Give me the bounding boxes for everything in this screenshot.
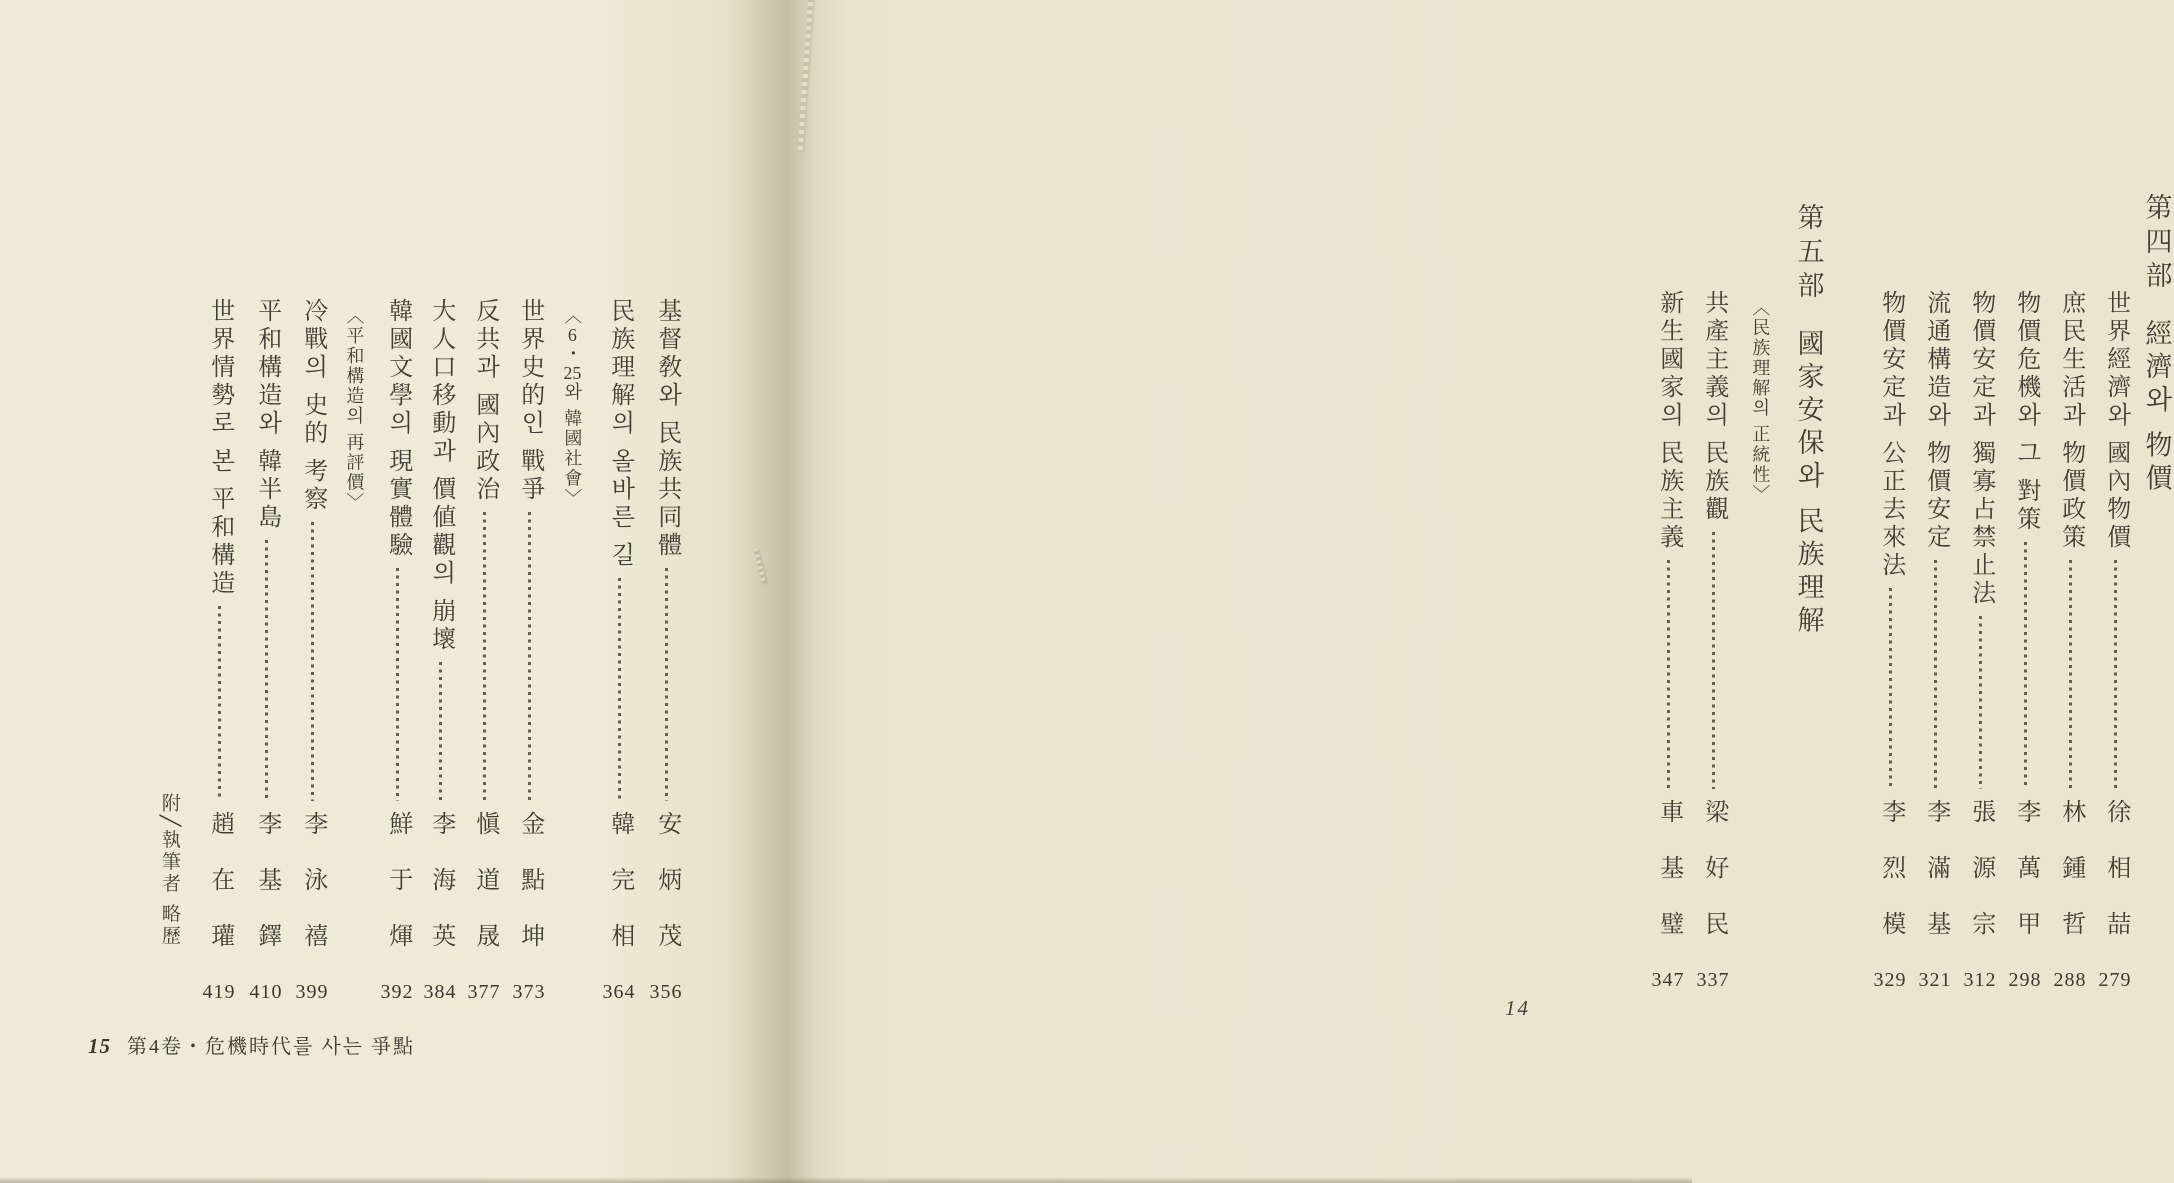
entry-author: 李滿基 xyxy=(1922,799,1949,967)
entry-author: 李烈模 xyxy=(1877,799,1904,967)
entry-title: 冷戰의 史的 考察 xyxy=(299,298,326,514)
entry-author: 林鍾哲 xyxy=(2057,799,2084,967)
entry-title: 基督敎와 民族共同體 xyxy=(653,298,680,560)
toc-entry xyxy=(511,298,547,1004)
right-page xyxy=(770,0,2172,1183)
entry-author: 張源宗 xyxy=(1967,799,1994,967)
left-folio: 15 xyxy=(88,1034,111,1058)
dotted-leader xyxy=(218,606,221,801)
toc-entry xyxy=(1917,290,1953,992)
toc-entry xyxy=(1872,290,1908,992)
entry-title: 共產主義의 民族觀 xyxy=(1700,290,1727,524)
dotted-leader xyxy=(528,512,531,801)
entry-title: 新生國家의 民族主義 xyxy=(1655,290,1682,552)
toc-entry xyxy=(248,298,284,1004)
entry-author: 趙在瓘 xyxy=(206,811,233,979)
toc-entry xyxy=(2007,290,2043,992)
entry-page-number: 347 xyxy=(1651,969,1685,991)
entry-title: 世界史的인 戰爭 xyxy=(516,298,543,504)
dotted-leader xyxy=(618,578,621,801)
entry-title: 庶民生活과 物價政策 xyxy=(2057,290,2084,552)
entry-page-number: 364 xyxy=(602,981,636,1003)
part-title: 經濟와 物價 xyxy=(2141,319,2172,497)
entry-title: 流通構造와 物價安定 xyxy=(1922,290,1949,552)
left-page-footer xyxy=(88,1030,415,1059)
toc-entry xyxy=(294,298,330,1004)
toc-entry xyxy=(2052,290,2088,992)
entry-title: 世界情勢로 본 平和構造 xyxy=(206,298,233,598)
part4-header xyxy=(2138,193,2174,497)
entry-author: 安炳茂 xyxy=(653,811,680,979)
left-page xyxy=(0,0,770,1183)
section-subheader-legitimacy xyxy=(1742,298,1778,505)
entry-page-number: 419 xyxy=(202,981,236,1003)
dotted-leader xyxy=(396,568,399,801)
section-subheader-peace xyxy=(336,306,372,513)
dotted-leader xyxy=(1667,560,1670,789)
entry-page-number: 399 xyxy=(295,981,329,1003)
right-folio: 14 xyxy=(1505,996,1530,1020)
toc-entry xyxy=(466,298,502,1004)
entry-title: 物價危機와 그 對策 xyxy=(2012,290,2039,534)
subheader-text: 〈民族理解의 正統性〉 xyxy=(1750,298,1771,505)
part5-header xyxy=(1790,203,1826,639)
entry-page-number: 312 xyxy=(1963,969,1997,991)
entry-author: 金點坤 xyxy=(516,811,543,979)
entry-page-number: 337 xyxy=(1696,969,1730,991)
dotted-leader xyxy=(1889,588,1892,789)
entry-title: 反共과 國內政治 xyxy=(471,298,498,504)
toc-entry xyxy=(1695,290,1731,992)
entry-title: 韓國文學의 現實體驗 xyxy=(384,298,411,560)
dotted-leader xyxy=(2069,560,2072,789)
dotted-leader xyxy=(1979,616,1982,789)
dotted-leader xyxy=(2114,560,2117,789)
toc-entry xyxy=(1962,290,1998,992)
entry-page-number: 298 xyxy=(2008,969,2042,991)
dotted-leader xyxy=(665,568,668,801)
dotted-leader xyxy=(265,540,268,801)
entry-page-number: 329 xyxy=(1873,969,1907,991)
toc-entry xyxy=(601,298,637,1004)
entry-page-number: 392 xyxy=(380,981,414,1003)
entry-page-number: 410 xyxy=(249,981,283,1003)
entry-author: 鮮于煇 xyxy=(384,811,411,979)
dotted-leader xyxy=(1712,532,1715,789)
toc-entry xyxy=(1650,290,1686,992)
entry-author: 愼道晟 xyxy=(471,811,498,979)
appendix-note xyxy=(149,793,189,947)
toc-entry xyxy=(201,298,237,1004)
entry-page-number: 384 xyxy=(423,981,457,1003)
toc-entry xyxy=(422,298,458,1004)
entry-author: 李泳禧 xyxy=(299,811,326,979)
part-label: 第五部 xyxy=(1793,203,1824,305)
entry-author: 李基鐸 xyxy=(253,811,280,979)
entry-author: 徐相喆 xyxy=(2102,799,2129,967)
entry-author: 車基璧 xyxy=(1655,799,1682,967)
toc-entry xyxy=(2097,290,2133,992)
entry-page-number: 288 xyxy=(2053,969,2087,991)
subheader-text: 〈6・25와 韓國社會〉 xyxy=(562,306,583,509)
appendix-text: 附╱執筆者 略歷 xyxy=(158,793,180,948)
entry-title: 平和構造와 韓半島 xyxy=(253,298,280,532)
entry-page-number: 377 xyxy=(467,981,501,1003)
entry-page-number: 321 xyxy=(1918,969,1952,991)
entry-author: 韓完相 xyxy=(606,811,633,979)
book-title: 第4卷・危機時代를 사는 爭點 xyxy=(127,1036,415,1058)
dotted-leader xyxy=(483,512,486,801)
toc-entry xyxy=(648,298,684,1004)
toc-entry xyxy=(379,298,415,1004)
dotted-leader xyxy=(311,522,314,801)
part-label: 第四部 xyxy=(2141,193,2172,295)
dotted-leader xyxy=(1934,560,1937,789)
entry-title: 大人口移動과 價値觀의 崩壞 xyxy=(427,298,454,654)
dotted-leader xyxy=(439,662,442,801)
entry-page-number: 356 xyxy=(649,981,683,1003)
entry-author: 李海英 xyxy=(427,811,454,979)
entry-page-number: 373 xyxy=(512,981,546,1003)
entry-title: 物價安定과 獨寡占禁止法 xyxy=(1967,290,1994,608)
entry-page-number: 279 xyxy=(2098,969,2132,991)
entry-author: 李萬甲 xyxy=(2012,799,2039,967)
entry-author: 梁好民 xyxy=(1700,799,1727,967)
entry-title: 民族理解의 올바른 길 xyxy=(606,298,633,570)
part-title: 國家安保와 民族理解 xyxy=(1793,329,1824,639)
dotted-leader xyxy=(2024,542,2027,789)
entry-title: 世界經濟와 國內物價 xyxy=(2102,290,2129,552)
subheader-text: 〈平和構造의 再評價〉 xyxy=(344,306,365,513)
entry-title: 物價安定과 公正去來法 xyxy=(1877,290,1904,580)
section-subheader-625 xyxy=(554,306,590,509)
